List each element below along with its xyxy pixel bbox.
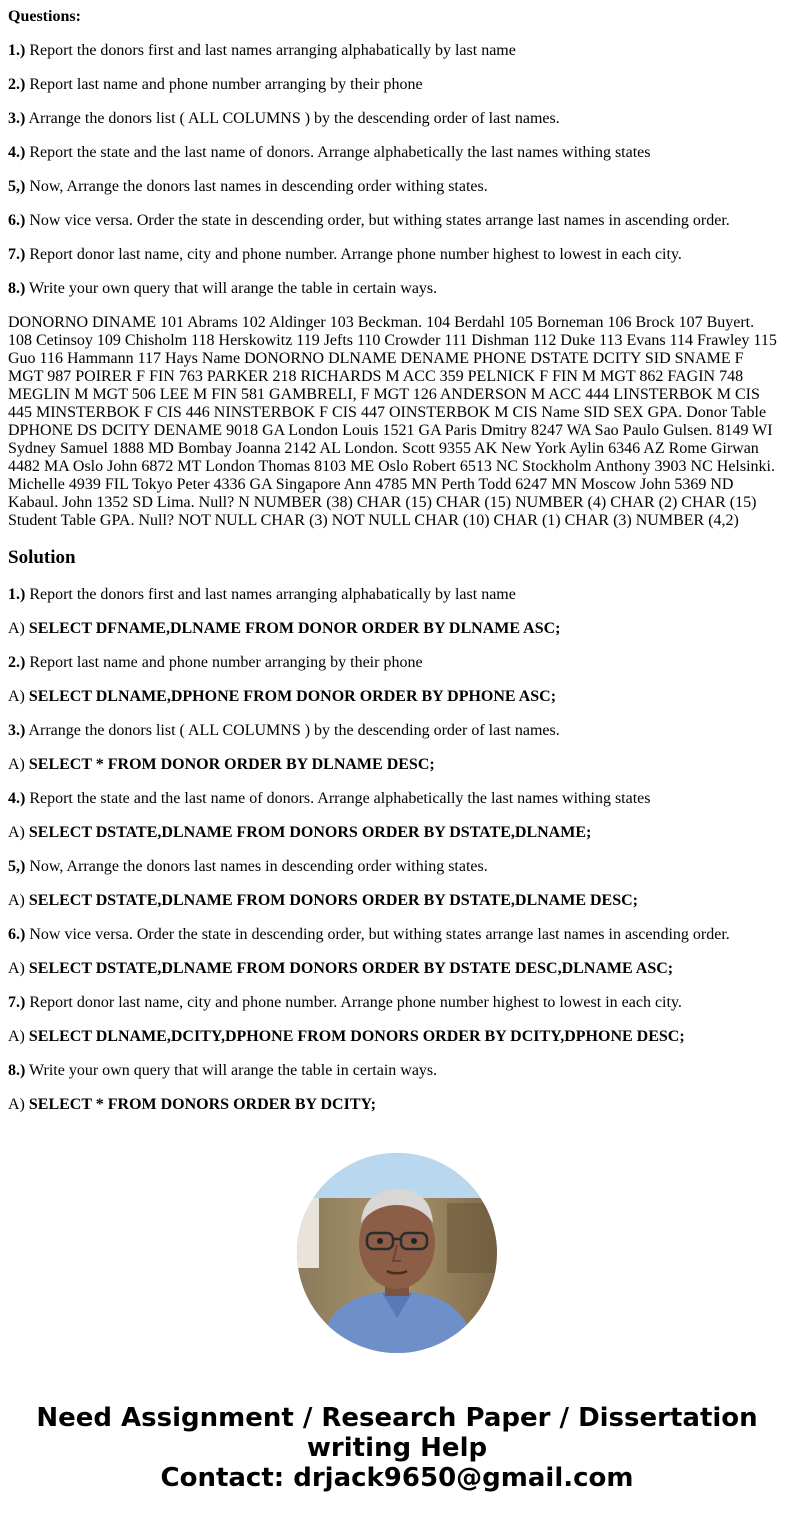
questions-heading: Questions: — [8, 8, 81, 25]
sql-query: SELECT * FROM DONORS ORDER BY DCITY; — [28, 1096, 376, 1113]
sql-query: SELECT DLNAME,DPHONE FROM DONOR ORDER BY DPHONE ASC; — [28, 688, 557, 705]
solution-question — [8, 790, 786, 808]
question-text: Now, Arrange the donors last names in descending order withing states. — [29, 178, 488, 195]
question-text: Now, Arrange the donors last names in descending order withing states. — [29, 858, 488, 875]
sql-query: SELECT DFNAME,DLNAME FROM DONOR ORDER BY DLNAME ASC; — [28, 620, 561, 637]
question-number: 4.) — [8, 790, 26, 807]
question-number: 8.) — [8, 1062, 26, 1079]
question-text: Arrange the donors list ( ALL COLUMNS ) by the descending order of last names. — [28, 110, 560, 127]
solution-question — [8, 858, 786, 876]
question-text: Now vice versa. Order the state in descending order, but withing states arrange last names in ascending order. — [29, 212, 730, 229]
solution-question — [8, 586, 786, 604]
solution-question — [8, 926, 786, 944]
question-text: Arrange the donors list ( ALL COLUMNS ) by the descending order of last names. — [28, 722, 560, 739]
solution-question — [8, 654, 786, 672]
question-text: Write your own query that will arange the table in certain ways. — [29, 1062, 438, 1079]
question-number: 5,) — [8, 178, 26, 195]
question-text: Report the donors first and last names arranging alphabatically by last name — [29, 42, 516, 59]
question-number: 7.) — [8, 246, 26, 263]
footer-contact-email: Contact: drjack9650@gmail.com — [160, 1463, 634, 1493]
question-item — [8, 246, 786, 264]
solution-answer — [8, 1096, 786, 1114]
question-text: Report the state and the last name of donors. Arrange alphabetically the last names withing states — [29, 144, 651, 161]
portrait-image — [297, 1153, 497, 1353]
sql-query: SELECT DSTATE,DLNAME FROM DONORS ORDER BY DSTATE,DLNAME; — [28, 824, 592, 841]
answer-prefix: A) — [8, 824, 25, 841]
answer-prefix: A) — [8, 960, 25, 977]
question-text: Report the donors first and last names arranging alphabatically by last name — [29, 586, 516, 603]
solution-answer — [8, 756, 786, 774]
sql-query: SELECT * FROM DONOR ORDER BY DLNAME DESC; — [28, 756, 435, 773]
question-text: Report the state and the last name of donors. Arrange alphabetically the last names withing states — [29, 790, 651, 807]
question-number: 3.) — [8, 722, 26, 739]
question-number: 2.) — [8, 76, 26, 93]
question-text: Report last name and phone number arranging by their phone — [29, 654, 423, 671]
sql-query: SELECT DLNAME,DCITY,DPHONE FROM DONORS ORDER BY DCITY,DPHONE DESC; — [28, 1028, 685, 1045]
answer-prefix: A) — [8, 1096, 25, 1113]
question-number: 8.) — [8, 280, 26, 297]
question-number: 4.) — [8, 144, 26, 161]
footer-contact — [0, 1403, 794, 1493]
solution-answer — [8, 960, 786, 978]
footer-line-2: writing Help — [306, 1433, 488, 1463]
table-data-text: DONORNO DINAME 101 Abrams 102 Aldinger 103 Beckman. 104 Berdahl 105 Borneman 106 Brock 107 Buyert. 108 Cetinsoy 109 Chisholm 118 Herskowitz 119 Jefts 110 Crowder 111 Dishman 112 Duke 113 Evans 114 Frawley 115 Guo 116 Hammann 117 Hays Name DONORNO DLNAME DENAME PHONE DSTATE DCITY SID SNAME F MGT 987 POIRER F FIN 763 PARKER 218 RICHARDS M ACC 359 PELNICK F FIN M MGT 862 FAGIN 748 MEGLIN M MGT 506 LEE M FIN 581 GAMBRELI, F MGT 126 ANDERSON M ACC 444 LINSTERBOK M CIS 445 MINSTERBOK F CIS 446 NINSTERBOK F CIS 447 OINSTERBOK M CIS Name SID SEX GPA. Donor Table DPHONE DS DCITY DENAME 9018 GA London Louis 1521 GA Paris Dmitry 8247 WA Sao Paulo Gulsen. 8149 WI Sydney Samuel 1888 MD Bombay Joanna 2142 AL London. Scott 9355 AK New York Aylin 6346 AZ Rome Girwan 4482 MA Oslo John 6872 MT London Thomas 8103 ME Oslo Robert 6513 NC Stockholm Anthony 3903 NC Helsinki. Michelle 4939 FIL Tokyo Peter 4336 GA Singapore Ann 4785 MN Perth Todd 6247 MN Moscow John 5369 ND Kabaul. John 1352 SD Lima. Null? N NUMBER (38) CHAR (15) CHAR (15) NUMBER (4) CHAR (2) CHAR (15) Student Table GPA. Null? NOT NULL CHAR (3) NOT NULL CHAR (10) CHAR (1) CHAR (3) NUMBER (4,2) — [8, 314, 777, 529]
solution-answer — [8, 824, 786, 842]
solution-answer — [8, 620, 786, 638]
question-text: Report donor last name, city and phone number. Arrange phone number highest to lowest in each city. — [29, 246, 682, 263]
question-text: Report last name and phone number arranging by their phone — [29, 76, 423, 93]
question-item — [8, 76, 786, 94]
answer-prefix: A) — [8, 620, 25, 637]
question-text: Write your own query that will arange the table in certain ways. — [29, 280, 438, 297]
question-text: Report donor last name, city and phone number. Arrange phone number highest to lowest in each city. — [29, 994, 682, 1011]
solution-answer — [8, 688, 786, 706]
solution-answer — [8, 1028, 786, 1046]
question-number: 6.) — [8, 212, 26, 229]
question-item — [8, 110, 786, 128]
question-item — [8, 280, 786, 298]
question-item — [8, 212, 786, 230]
question-item — [8, 144, 786, 162]
question-item — [8, 178, 786, 196]
question-number: 1.) — [8, 586, 26, 603]
solution-question — [8, 722, 786, 740]
question-text: Now vice versa. Order the state in descending order, but withing states arrange last names in ascending order. — [29, 926, 730, 943]
avatar — [297, 1153, 497, 1353]
solution-answer — [8, 892, 786, 910]
sql-query: SELECT DSTATE,DLNAME FROM DONORS ORDER BY DSTATE,DLNAME DESC; — [28, 892, 639, 909]
answer-prefix: A) — [8, 892, 25, 909]
solution-question — [8, 994, 786, 1012]
answer-prefix: A) — [8, 688, 25, 705]
question-number: 2.) — [8, 654, 26, 671]
answer-prefix: A) — [8, 756, 25, 773]
question-item — [8, 42, 786, 60]
solution-question — [8, 1062, 786, 1080]
question-number: 6.) — [8, 926, 26, 943]
solution-heading: Solution — [8, 547, 76, 568]
footer-line-1: Need Assignment / Research Paper / Dissertation — [36, 1403, 758, 1433]
question-number: 7.) — [8, 994, 26, 1011]
question-number: 3.) — [8, 110, 26, 127]
answer-prefix: A) — [8, 1028, 25, 1045]
question-number: 5,) — [8, 858, 26, 875]
sql-query: SELECT DSTATE,DLNAME FROM DONORS ORDER BY DSTATE DESC,DLNAME ASC; — [28, 960, 674, 977]
question-number: 1.) — [8, 42, 26, 59]
